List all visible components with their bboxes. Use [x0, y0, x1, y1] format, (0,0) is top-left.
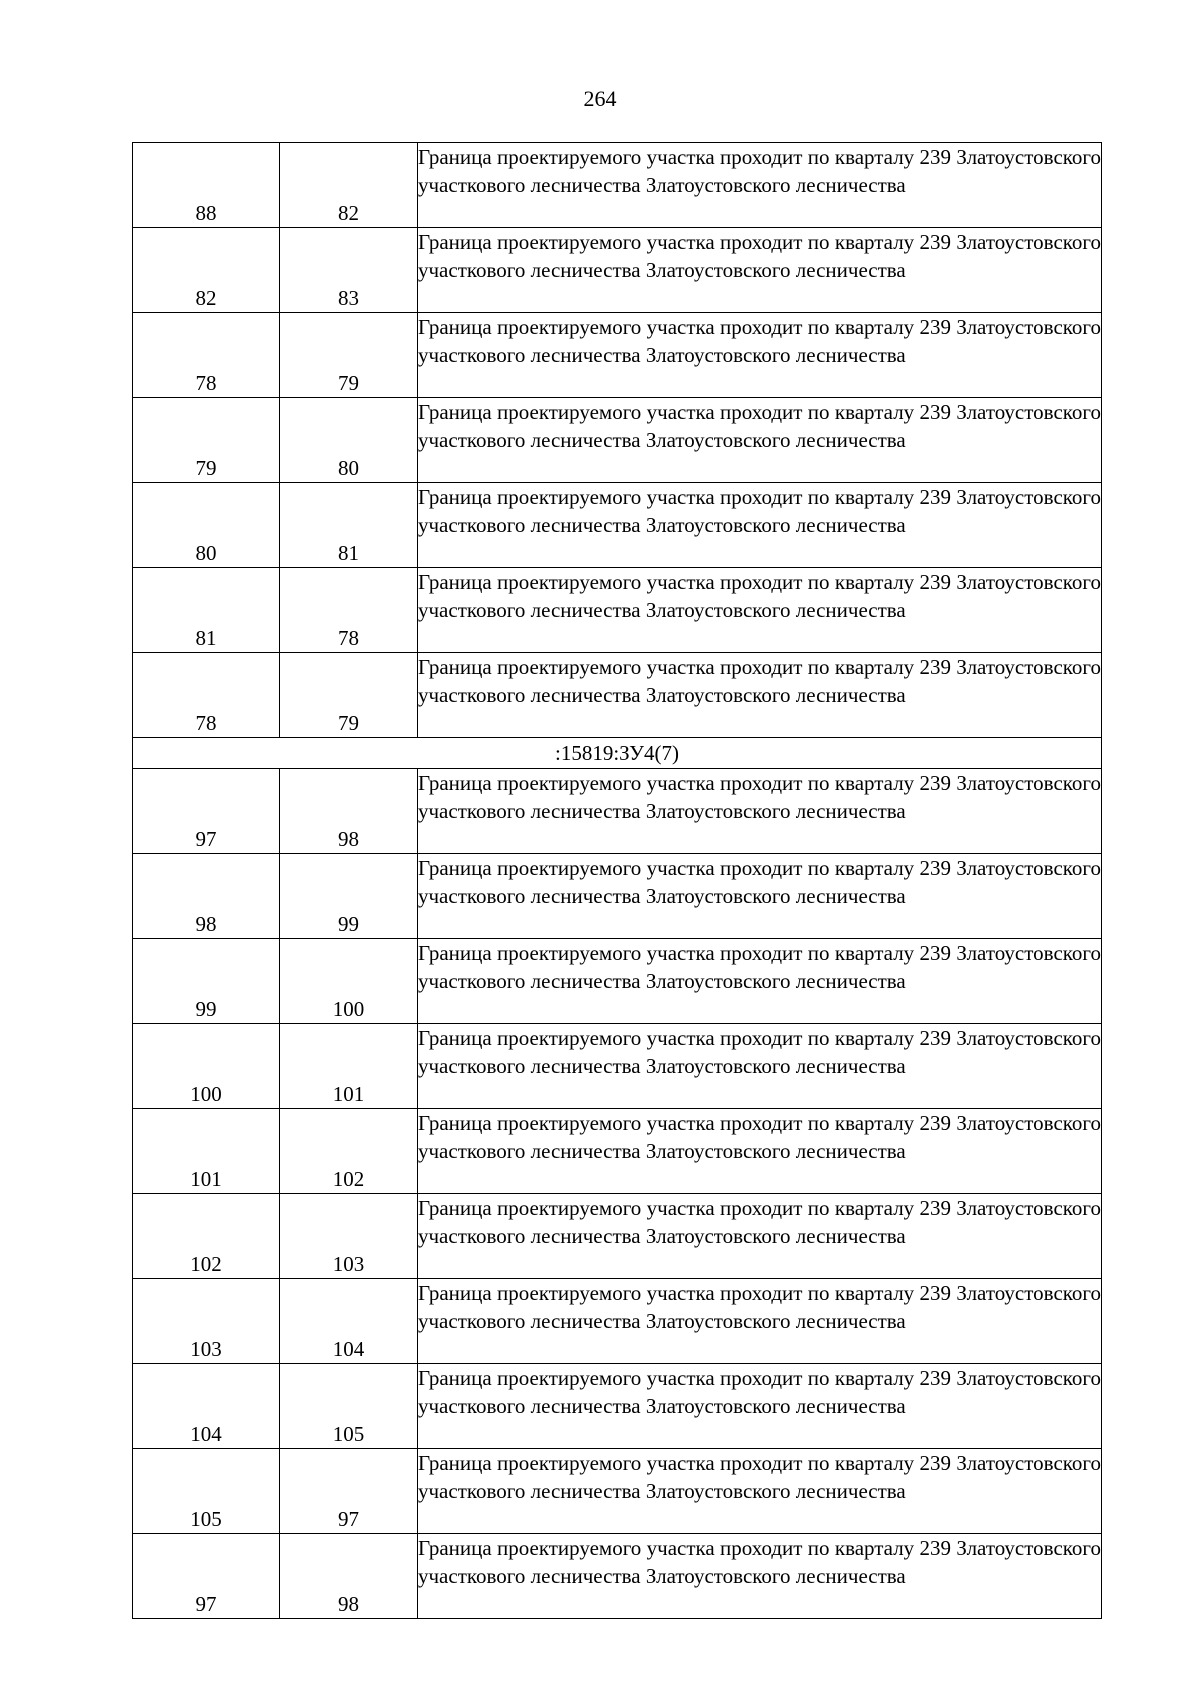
to-point-cell: 100 [280, 939, 418, 1024]
section-header-row [133, 738, 1102, 769]
table-row [133, 854, 1102, 939]
table-row [133, 1449, 1102, 1534]
to-point-cell: 101 [280, 1024, 418, 1109]
table-row [133, 483, 1102, 568]
table-row [133, 769, 1102, 854]
table-row [133, 653, 1102, 738]
boundary-description-cell: Граница проектируемого участка проходит по кварталу 239 Златоустовского участкового лесничества Златоустовского лесничества [418, 939, 1102, 1024]
to-point-cell: 82 [280, 143, 418, 228]
table-row [133, 1364, 1102, 1449]
from-point-cell: 103 [133, 1279, 280, 1364]
boundary-description-cell: Граница проектируемого участка проходит по кварталу 239 Златоустовского участкового лесничества Златоустовского лесничества [418, 1109, 1102, 1194]
boundary-description-cell: Граница проектируемого участка проходит по кварталу 239 Златоустовского участкового лесничества Златоустовского лесничества [418, 398, 1102, 483]
to-point-cell: 104 [280, 1279, 418, 1364]
boundary-description-cell: Граница проектируемого участка проходит по кварталу 239 Златоустовского участкового лесничества Златоустовского лесничества [418, 1449, 1102, 1534]
table-row [133, 939, 1102, 1024]
from-point-cell: 100 [133, 1024, 280, 1109]
boundary-description-cell: Граница проектируемого участка проходит по кварталу 239 Златоустовского участкового лесничества Златоустовского лесничества [418, 1534, 1102, 1619]
boundary-description-cell: Граница проектируемого участка проходит по кварталу 239 Златоустовского участкового лесничества Златоустовского лесничества [418, 1364, 1102, 1449]
to-point-cell: 79 [280, 313, 418, 398]
table-row [133, 313, 1102, 398]
to-point-cell: 98 [280, 769, 418, 854]
page-number: 264 [583, 86, 617, 111]
from-point-cell: 97 [133, 769, 280, 854]
table-row [133, 1534, 1102, 1619]
to-point-cell: 79 [280, 653, 418, 738]
table-row [133, 1194, 1102, 1279]
to-point-cell: 78 [280, 568, 418, 653]
boundary-table [132, 142, 1102, 1619]
boundary-description-cell: Граница проектируемого участка проходит по кварталу 239 Златоустовского участкового лесничества Златоустовского лесничества [418, 483, 1102, 568]
table-row [133, 1279, 1102, 1364]
table-row [133, 568, 1102, 653]
from-point-cell: 97 [133, 1534, 280, 1619]
from-point-cell: 80 [133, 483, 280, 568]
to-point-cell: 103 [280, 1194, 418, 1279]
to-point-cell: 83 [280, 228, 418, 313]
table-row [133, 1109, 1102, 1194]
from-point-cell: 98 [133, 854, 280, 939]
boundary-description-cell: Граница проектируемого участка проходит по кварталу 239 Златоустовского участкового лесничества Златоустовского лесничества [418, 769, 1102, 854]
to-point-cell: 80 [280, 398, 418, 483]
from-point-cell: 78 [133, 313, 280, 398]
parcel-section-header: :15819:ЗУ4(7) [133, 738, 1102, 769]
to-point-cell: 81 [280, 483, 418, 568]
table-row [133, 228, 1102, 313]
boundary-description-cell: Граница проектируемого участка проходит по кварталу 239 Златоустовского участкового лесничества Златоустовского лесничества [418, 1279, 1102, 1364]
boundary-table-body [133, 143, 1102, 1619]
from-point-cell: 82 [133, 228, 280, 313]
from-point-cell: 101 [133, 1109, 280, 1194]
boundary-description-cell: Граница проектируемого участка проходит по кварталу 239 Златоустовского участкового лесничества Златоустовского лесничества [418, 313, 1102, 398]
boundary-description-cell: Граница проектируемого участка проходит по кварталу 239 Златоустовского участкового лесничества Златоустовского лесничества [418, 143, 1102, 228]
from-point-cell: 102 [133, 1194, 280, 1279]
boundary-description-cell: Граница проектируемого участка проходит по кварталу 239 Златоустовского участкового лесничества Златоустовского лесничества [418, 568, 1102, 653]
boundary-description-cell: Граница проектируемого участка проходит по кварталу 239 Златоустовского участкового лесничества Златоустовского лесничества [418, 854, 1102, 939]
boundary-description-cell: Граница проектируемого участка проходит по кварталу 239 Златоустовского участкового лесничества Златоустовского лесничества [418, 1024, 1102, 1109]
boundary-description-cell: Граница проектируемого участка проходит по кварталу 239 Златоустовского участкового лесничества Златоустовского лесничества [418, 1194, 1102, 1279]
from-point-cell: 81 [133, 568, 280, 653]
to-point-cell: 99 [280, 854, 418, 939]
boundary-description-cell: Граница проектируемого участка проходит по кварталу 239 Златоустовского участкового лесничества Златоустовского лесничества [418, 653, 1102, 738]
table-row [133, 143, 1102, 228]
from-point-cell: 78 [133, 653, 280, 738]
table-row [133, 398, 1102, 483]
from-point-cell: 104 [133, 1364, 280, 1449]
from-point-cell: 105 [133, 1449, 280, 1534]
to-point-cell: 102 [280, 1109, 418, 1194]
from-point-cell: 88 [133, 143, 280, 228]
table-row [133, 1024, 1102, 1109]
boundary-description-cell: Граница проектируемого участка проходит по кварталу 239 Златоустовского участкового лесничества Златоустовского лесничества [418, 228, 1102, 313]
from-point-cell: 79 [133, 398, 280, 483]
to-point-cell: 98 [280, 1534, 418, 1619]
to-point-cell: 97 [280, 1449, 418, 1534]
to-point-cell: 105 [280, 1364, 418, 1449]
from-point-cell: 99 [133, 939, 280, 1024]
